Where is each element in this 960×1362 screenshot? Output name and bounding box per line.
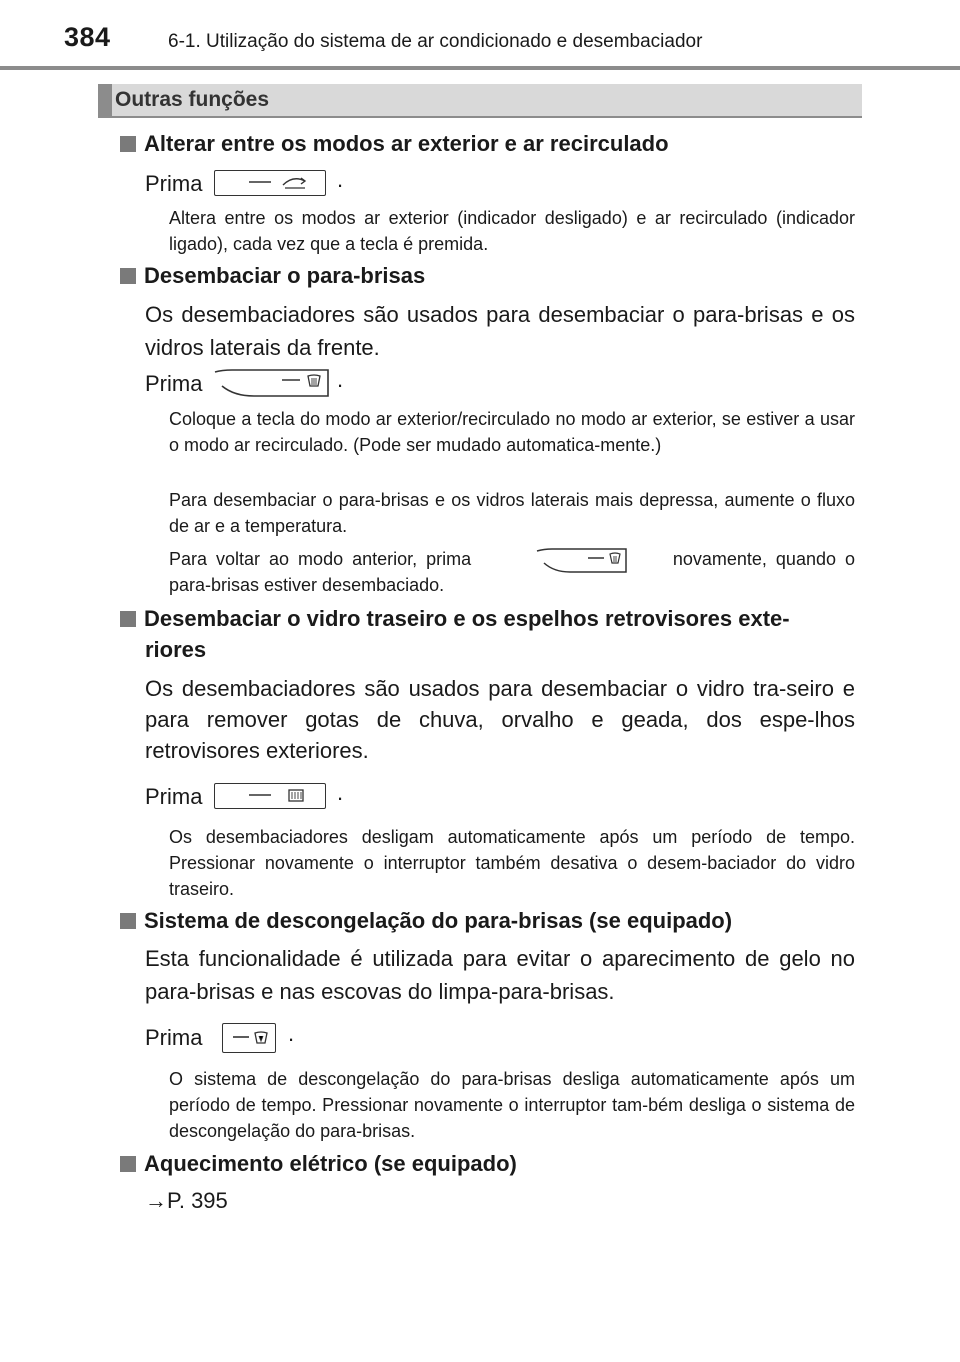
period: .: [337, 167, 344, 192]
section-header: [98, 84, 862, 118]
rear-defogger-button: [214, 783, 326, 809]
air-recirculation-icon: [215, 171, 327, 195]
front-defogger-icon: [610, 553, 620, 563]
wiper-deicer-button: [222, 1023, 276, 1053]
prima-label: Prima: [145, 1025, 203, 1050]
period: .: [337, 367, 344, 392]
note: Altera entre os modos ar exterior (indicador desligado) e ar recirculado (indicador ligado), cada vez que a tecla é premida.: [169, 208, 855, 254]
period: .: [337, 780, 344, 805]
topic-heading: [120, 260, 860, 291]
bullet-square-icon: [120, 136, 136, 152]
windshield-wiper-deicer-icon: [223, 1024, 277, 1052]
header-rule: [0, 66, 960, 70]
body-text: Os desembaciadores são usados para desembaciar o vidro tra-seiro e para remover gotas de chuva, orvalho e geada, dos espe-lhos retrovisores exteriores.: [145, 676, 855, 763]
topic-title: Aquecimento elétrico (se equipado): [144, 1151, 517, 1176]
topic-title: Sistema de descongelação do para-brisas (se equipado): [144, 908, 733, 933]
front-defogger-button: [214, 366, 330, 400]
chapter-title: 6-1. Utilização do sistema de ar condicionado e desembaciador: [168, 31, 703, 52]
note-end: para-brisas estiver desembaciado.: [169, 575, 445, 595]
prima-label: Prima: [145, 371, 203, 396]
note: Coloque a tecla do modo ar exterior/recirculado no modo ar exterior, se estiver a usar o modo ar recirculado. (Pode ser mudado automatica-mente.): [169, 409, 855, 455]
topic-heading: [120, 603, 860, 634]
period: .: [288, 1021, 295, 1046]
note-start: Para voltar ao modo anterior, prima: [169, 549, 472, 569]
bullet-square-icon: [120, 611, 136, 627]
prima-label: Prima: [145, 784, 203, 809]
note: O sistema de descongelação do para-brisas desliga automaticamente após um período de tempo. Pressionar novamente o interruptor tam-bém desliga o sistema de descongelação do para-brisas.: [169, 1069, 855, 1141]
bullet-square-icon: [120, 268, 136, 284]
topic-title: Desembaciar o para-brisas: [144, 263, 426, 288]
topic-title: Alterar entre os modos ar exterior e ar recirculado: [144, 131, 669, 156]
rear-defogger-icon: [215, 784, 327, 808]
front-defogger-button-inline: [536, 545, 628, 575]
recirc-button: [214, 170, 326, 196]
body-text: Esta funcionalidade é utilizada para evitar o aparecimento de gelo no para-brisas e nas escovas do limpa-para-brisas.: [145, 946, 855, 1004]
note: Para desembaciar o para-brisas e os vidros laterais mais depressa, aumente o fluxo de ar e a temperatura.: [169, 490, 855, 536]
front-defogger-icon: [308, 375, 320, 386]
prima-label: Prima: [145, 171, 203, 196]
topic-title: Desembaciar o vidro traseiro e os espelhos retrovisores exte-: [144, 606, 790, 631]
note-mid: novamente, quando o: [672, 549, 855, 569]
page-reference[interactable]: →P. 395: [145, 1188, 228, 1213]
page-number: 384: [64, 22, 111, 52]
topic-heading: [120, 128, 860, 159]
bullet-square-icon: [120, 913, 136, 929]
topic-heading: [120, 905, 860, 936]
topic-heading: [120, 1148, 860, 1179]
bullet-square-icon: [120, 1156, 136, 1172]
section-title: Outras funções: [115, 88, 270, 111]
body-text: Os desembaciadores são usados para desembaciar o para-brisas e os vidros laterais da frente.: [145, 302, 855, 360]
topic-title-cont: riores: [145, 637, 207, 662]
note: Os desembaciadores desligam automaticamente após um período de tempo. Pressionar novamente o interruptor também desativa o desem-baciador do vidro traseiro.: [169, 827, 855, 899]
